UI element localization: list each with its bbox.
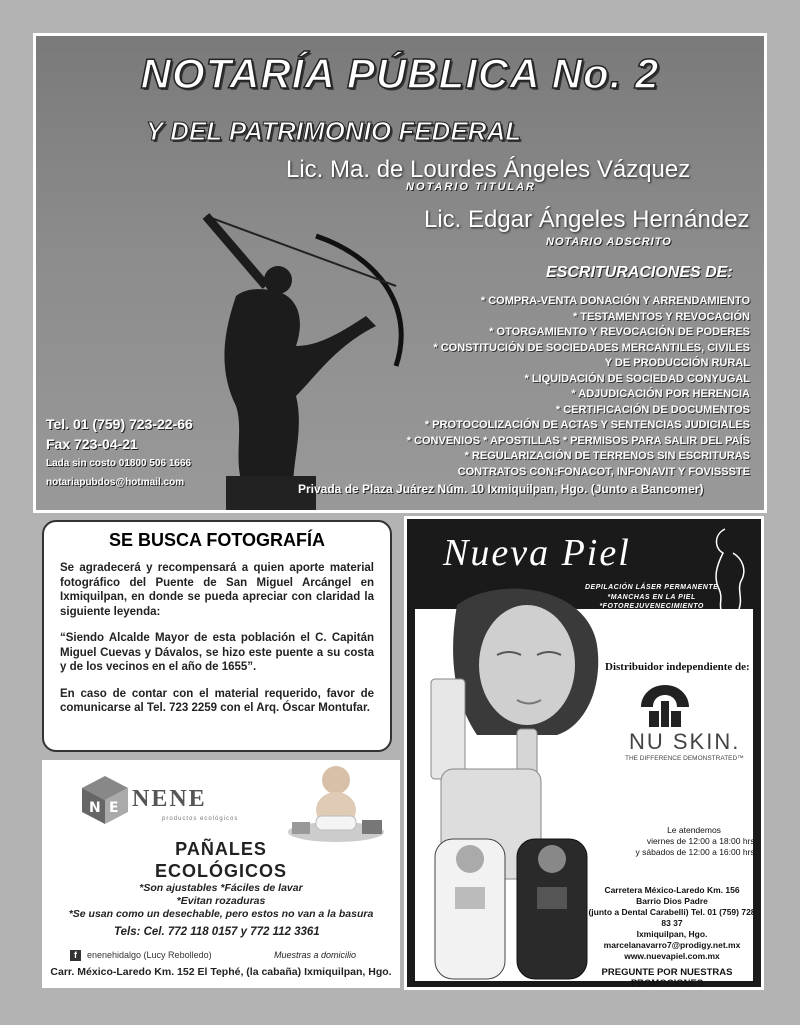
nene-cube-logo-icon [80,774,130,826]
nene-title-line2: ECOLÓGICOS [154,861,287,881]
nueva-piel-address [587,885,757,962]
notary-ad [36,36,764,510]
feature-item: *FOTOREJUVENECIMIENTO [599,603,704,610]
email-line[interactable]: marcelanavarro7@prodigy.net.mx [603,940,741,950]
notary-subtitle: Y DEL PATRIMONIO FEDERAL [146,116,522,146]
address-line: Carretera México-Laredo Km. 156 [604,885,740,895]
wanted-photo-p1: Se agradecerá y recompensará a quien aporte material fotográfico del Puente de San Miguel Arcángel en Ixmiquilpan, en donde se pueda apreciar con claridad la siguiente leyenda: [60,562,374,618]
feature-item: DEPILACIÓN LÁSER PERMANENTE [585,584,719,591]
nene-address: Carr. México-Laredo Km. 152 El Tephé, (la cabaña) Ixmiquilpan, Hgo. [50,966,392,978]
archer-statue-icon [166,176,426,510]
nene-ad [42,760,400,988]
hours-line: Le atendemos [667,825,721,835]
service-item: * PROTOCOLIZACIÓN DE ACTAS Y SENTENCIAS JUDICIALES [424,419,750,431]
wanted-photo-p2: “Siendo Alcalde Mayor de esta población el C. Capitán Miguel Cuevas y Dávalos, se hizo este puente a su costa y de los vecinos en el año de 1655”. [60,632,374,673]
baby-photo-icon [286,762,386,842]
nene-bullet: *Son ajustables *Fáciles de lavar [139,882,303,894]
website-line[interactable]: www.nuevapiel.com.mx [624,951,720,961]
nene-facebook-label: enenehidalgo (Lucy Rebolledo) [87,950,212,960]
nene-bullet: *Evitan rozaduras [176,895,266,907]
feature-item: *MANCHAS EN LA PIEL [607,593,696,601]
skincare-devices-icon [421,669,593,983]
nene-domicilio: Muestras a domicilio [274,950,357,960]
nene-title [42,838,400,882]
wanted-photo-p3: En caso de contar con el material requerido, favor de comunicarse al Tel. 723 2259 con el Arq. Óscar Montufar. [60,687,374,714]
service-item: * ADJUDICACIÓN POR HERENCIA [571,388,750,400]
feature-item: CON PUNTAS DE DIAMANTE [597,622,706,629]
hours-line: viernes de 12:00 a 18:00 hrs. [646,836,757,846]
feature-item: *MICRODERMOABRASIÓN [602,612,702,620]
svg-text:N: N [89,800,101,816]
nueva-piel-ad [404,516,764,990]
nene-bullets [42,882,400,921]
nene-brand: NENE [132,786,207,812]
service-item: * COMPRA-VENTA DONACIÓN Y ARRENDAMIENTO [480,295,750,307]
notary-lic2: Lic. Edgar Ángeles Hernández [424,206,750,233]
feature-item: *ACNÉ [639,631,665,639]
nene-title-line1: PAÑALES [175,839,267,859]
hours-line: y sábados de 12:00 a 16:00 hrs. [635,847,757,857]
nu-skin-brand: NU SKIN. [629,729,741,754]
service-item: * TESTAMENTOS Y REVOCACIÓN [572,310,750,323]
nu-skin-logo-icon [635,683,695,729]
wanted-photo-heading: SE BUSCA FOTOGRAFÍA [108,530,325,550]
service-item: * CONSTITUCIÓN DE SOCIEDADES MERCANTILES, CIVILES [433,341,750,354]
wanted-photo-box [42,520,392,752]
facebook-icon: f [70,950,81,961]
nene-tels: Tels: Cel. 772 118 0157 y 772 112 3361 [114,926,320,938]
service-item: Y DE PRODUCCIÓN RURAL [604,357,750,369]
services-title: ESCRITURACIONES DE: [546,264,733,281]
service-item: * CERTIFICACIÓN DE DOCUMENTOS [555,403,750,416]
notary-lada: Lada sin costo 01800 506 1666 [46,458,192,469]
notary-email[interactable]: notariapubdos@hotmail.com [46,477,185,488]
service-item: * LIQUIDACIÓN DE SOCIEDAD CONYUGAL [524,372,750,385]
service-item: CONTRATOS CON:FONACOT, INFONAVIT Y FOVISSSTE [457,465,750,478]
service-item: * REGULARIZACIÓN DE TERRENOS SIN ESCRITURAS [464,450,750,462]
svg-text:E: E [109,800,119,816]
notary-title: NOTARÍA PÚBLICA No. 2 [140,50,660,97]
notary-address: Privada de Plaza Juárez Núm. 10 Ixmiquilpan, Hgo. (Junto a Bancomer) [298,482,704,496]
notary-tel: Tel. 01 (759) 723-22-66 [46,416,193,432]
address-line: (junto a Dental Carabelli) Tel. 01 (759) 728 83 37 [588,907,756,928]
service-item: * CONVENIOS * APOSTILLAS * PERMISOS PARA SALIR DEL PAÍS [406,434,750,447]
notary-lic1: Lic. Ma. de Lourdes Ángeles Vázquez [286,156,691,183]
distributor-label: Distribuidor independiente de: [605,661,750,673]
service-item: * OTORGAMIENTO Y REVOCACIÓN DE PODERES [489,326,750,338]
notary-role1: NOTARIO TITULAR [406,181,537,193]
nene-facebook[interactable] [70,950,212,961]
address-line: Barrio Dios Padre [636,896,708,906]
notary-role2: NOTARIO ADSCRITO [546,236,672,248]
notary-contact [46,414,193,492]
nene-bullet: *Se usan como un desechable, pero estos no van a la basura [68,908,374,920]
services-list [407,294,750,480]
business-hours [631,825,757,858]
nene-brand-sub: productos ecológicos [162,816,239,822]
nu-skin-tagline: THE DIFFERENCE DEMONSTRATED™ [625,755,744,762]
nueva-piel-title: Nueva Piel [443,532,631,574]
notary-fax: Fax 723-04-21 [46,436,138,452]
address-line: Ixmiquilpan, Hgo. [636,929,708,939]
promo-text: PREGUNTE POR NUESTRAS PROMOCIONES [601,967,733,989]
